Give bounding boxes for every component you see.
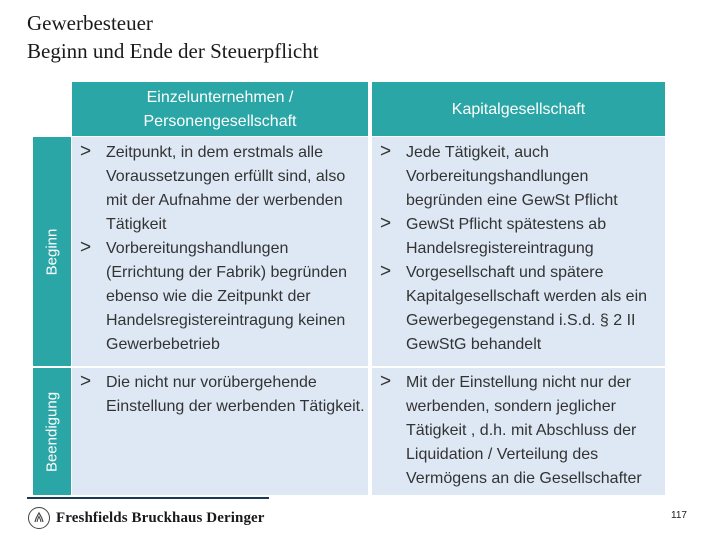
bullet-arrow-icon: > [380,141,392,162]
freshfields-emblem-icon [28,507,50,529]
bullet-item [72,141,362,237]
title-line-1: Gewerbesteuer [27,11,153,35]
header-einzelunternehmen [72,82,368,136]
cell-beginn-einzelunternehmen [72,137,368,366]
bullet-list [72,368,368,419]
comparison-table [33,82,665,495]
header-2-label: Kapitalgesellschaft [451,101,586,118]
header-1-line-2: Personengesellschaft [143,113,297,130]
bullet-text: Mit der Einstellung nicht nur der werbenden, sondern jeglicher Tätigkeit , d.h. mit Abschluss der Liquidation / Verteilung des Vermögens an die Gesellschafter [406,374,642,487]
bullet-item [72,237,362,357]
slide-title [27,9,319,65]
cell-beginn-kapitalgesellschaft [372,137,665,366]
bullet-item [372,371,659,491]
row-label-beginn-text: Beginn [43,228,61,275]
title-line-2: Beginn und Ende der Steuerpflicht [27,39,319,63]
page-number: 117 [671,510,687,521]
bullet-text: Zeitpunkt, in dem erstmals alle Voraussetzungen erfüllt sind, also mit der Aufnahme der werbenden Tätigkeit [106,144,346,233]
header-corner [33,82,71,136]
header-kapitalgesellschaft [372,82,665,136]
bullet-text: Vorbereitungshandlungen (Errichtung der Fabrik) begründen ebenso wie die Zeitpunkt der Handelsregistereintragung keinen Gewerbebetrieb [106,240,348,353]
bullet-item [72,371,368,419]
bullet-arrow-icon: > [380,371,392,392]
bullet-text: Jede Tätigkeit, auch Vorbereitungshandlungen begründen eine GewSt Pflicht [406,144,618,209]
bullet-list [372,137,665,357]
bullet-item [372,213,659,261]
bullet-item [372,141,659,213]
bullet-item [372,261,659,357]
bullet-arrow-icon: > [80,141,92,162]
freshfields-logo [28,507,265,529]
bullet-arrow-icon: > [380,261,392,282]
bullet-arrow-icon: > [80,371,92,392]
footer-rule [27,497,269,499]
bullet-text: Die nicht nur vorübergehende Einstellung der werbenden Tätigkeit. [106,374,365,415]
row-label-beendigung-text: Beendigung [43,391,61,472]
bullet-arrow-icon: > [80,237,92,258]
row-label-beendigung [33,368,71,495]
bullet-arrow-icon: > [380,213,392,234]
row-label-beginn [33,137,71,366]
bullet-text: GewSt Pflicht spätestens ab Handelsregistereintragung [406,216,607,257]
cell-beendigung-kapitalgesellschaft [372,368,665,495]
cell-beendigung-einzelunternehmen [72,368,368,495]
logo-wordmark: Freshfields Bruckhaus Deringer [56,509,265,526]
bullet-text: Vorgesellschaft und spätere Kapitalgesellschaft werden als ein Gewerbegegenstand i.S.d. § 2 II GewStG behandelt [406,264,648,353]
bullet-list [372,368,665,491]
header-1-line-1: Einzelunternehmen / [146,89,294,106]
bullet-list [72,137,368,357]
